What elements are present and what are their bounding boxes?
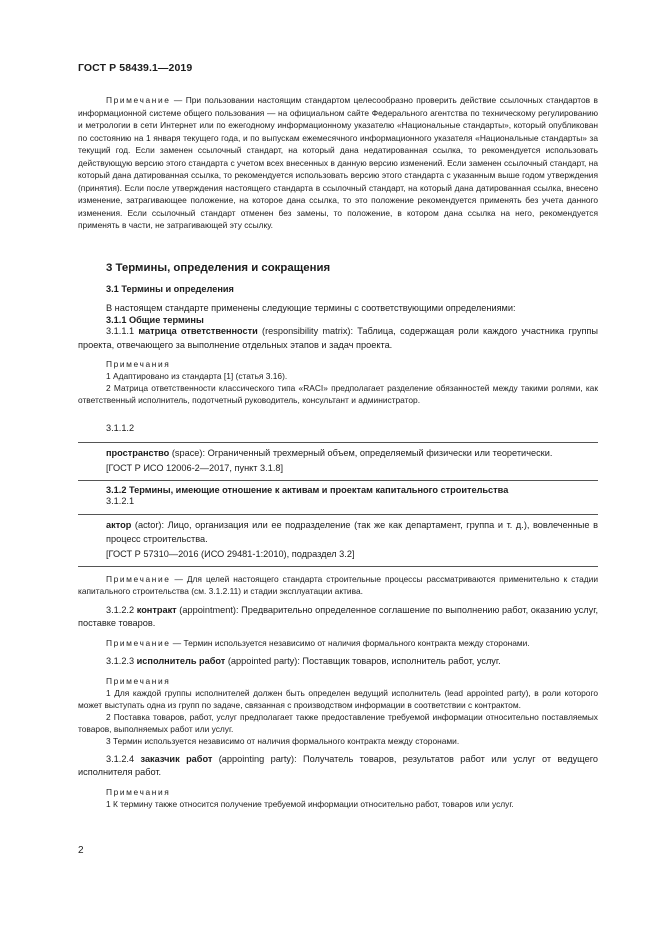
- term-number: 3.1.2.1: [106, 495, 135, 506]
- term-name: матрица ответственности: [138, 326, 258, 336]
- term-definition: (space): Ограниченный трехмерный объем, определяемый физически или теоретически.: [169, 447, 553, 458]
- term-definition: (appointed party): Поставщик товаров, исполнитель работ, услуг.: [225, 656, 501, 666]
- subsection-title: 3.1 Термины и определения: [106, 283, 234, 294]
- term-box: [78, 514, 598, 567]
- term-source: [ГОСТ Р ИСО 12006-2—2017, пункт 3.1.8]: [106, 463, 284, 473]
- note-item: 1 Адаптировано из стандарта [1] (статья 3.16).: [106, 371, 288, 381]
- note-item: 2 Поставка товаров, работ, услуг предполагает также предоставление требуемой информации относительно поставляемых товаров, выполняемых работ или услуг.: [78, 711, 598, 734]
- term-definition: (appointment): Предварительно определенное соглашение по выполнению работ, оказанию услуг, поставке товаров.: [78, 604, 598, 628]
- note-text: — Для целей настоящего стандарта строительные процессы рассматриваются применительно к стадии капитального строительства (см. 3.1.2.11) и стадии эксплуатации актива.: [78, 573, 598, 596]
- note-item: 1 Для каждой группы исполнителей должен быть определен ведущий исполнитель (lead appointed party), в роли которого может выступать одна из групп по задаче, связанная с производством информации в соответствии с контрактом.: [78, 687, 598, 710]
- term-name: актор: [106, 520, 132, 530]
- term-definition: (actor): Лицо, организация или ее подразделение (так же как департамент, группа и т. д.), вовлеченные в процесс строительства.: [106, 520, 598, 544]
- document-header: ГОСТ Р 58439.1—2019: [78, 62, 193, 74]
- notes-heading: Примечания: [106, 675, 171, 686]
- subsubsection-title: 3.1.1 Общие термины: [106, 315, 204, 325]
- term-3124: [78, 753, 598, 780]
- note-text: — При пользовании настоящим стандартом целесообразно проверить действие ссылочных стандартов в информационной системе общего пользования — на официальном сайте Федерального агентства по техническому регулированию и метрологии в сети Интернет или по ежегодному информационному указателю «Национальные стандарты», который опубликован по состоянию на 1 января текущего года, и по выпускам ежемесячного информационного указателя «Национальные стандарты» за текущий год. Если заменен ссылочный стандарт, на который дана недатированная ссылка, то рекомендуется использовать действующую версию этого стандарта с учетом всех внесенных в данную версию изменений. Если заменен ссылочный стандарт, на который дана датированная ссылка, то рекомендуется использовать версию этого стандарта с указанным выше годом утверждения (принятия). Если после утверждения настоящего стандарта в ссылочный стандарт, на который дана датированная ссылка, внесено изменение, затрагивающее положение, на которое дана ссылка, то это положение рекомендуется применять без учета данного изменения. Если ссылочный стандарт отменен без замены, то положение, в котором дана ссылка на него, рекомендуется применять в части, не затрагивающей эту ссылку.: [78, 95, 598, 230]
- term-3123: [78, 655, 598, 669]
- notes-heading: Примечания: [106, 359, 171, 369]
- note-label: Примечание: [106, 637, 171, 648]
- note-label: Примечание: [106, 95, 171, 105]
- term-3112: [106, 447, 598, 461]
- term-definition: (responsibility matrix): Таблица, содержащая роли каждого участника группы проекта, отвечающего за выполнение отдельных этапов и задач проекта.: [78, 326, 598, 350]
- subsubsection-title: 3.1.2 Термины, имеющие отношение к активам и проектам капитального строительства: [106, 484, 509, 495]
- term-name: пространство: [106, 447, 170, 458]
- term-number: 3.1.2.2: [106, 604, 137, 615]
- intro-note: [78, 94, 598, 232]
- note-item: 1 К термину также относится получение требуемой информации относительно работ, товаров или услуг.: [106, 798, 514, 809]
- notes-heading: Примечания: [106, 786, 171, 797]
- document-body: [78, 94, 598, 810]
- term-source: [ГОСТ Р 57310—2016 (ИСО 29481-1:2010), подраздел 3.2]: [106, 549, 355, 559]
- term-name: заказчик работ: [140, 753, 213, 764]
- term-number: 3.1.1.1: [106, 326, 139, 336]
- section-title: 3 Термины, определения и сокращения: [106, 261, 331, 274]
- term-3121: [106, 519, 598, 546]
- term-note: [78, 637, 598, 650]
- page-number: 2: [78, 845, 84, 856]
- term-number: 3.1.2.4: [106, 753, 141, 764]
- term-name: контракт: [136, 604, 177, 615]
- term-definition: (appointing party): Получатель товаров, результатов работ или услуг от ведущего исполнителя работ.: [78, 753, 598, 777]
- term-number: 3.1.1.2: [106, 423, 135, 433]
- note-label: Примечание: [106, 573, 171, 584]
- term-number: 3.1.2.3: [106, 656, 137, 666]
- term-3111: [78, 325, 598, 352]
- note-item: 3 Термин используется независимо от наличия формального контракта между сторонами.: [106, 735, 460, 746]
- note-text: — Термин используется независимо от наличия формального контракта между сторонами.: [170, 637, 530, 648]
- term-box: [78, 442, 598, 481]
- term-name: исполнитель работ: [136, 656, 226, 666]
- term-note: [78, 573, 598, 598]
- term-3122: [78, 604, 598, 631]
- subsection-intro: В настоящем стандарте применены следующие термины с соответствующими определениями:: [106, 302, 516, 313]
- note-item: 2 Матрица ответственности классического типа «RACI» предполагает разделение обязанностей между такими ролями, как ответственный исполнитель, подотчетный руководитель, консультант и администратор.: [78, 383, 598, 405]
